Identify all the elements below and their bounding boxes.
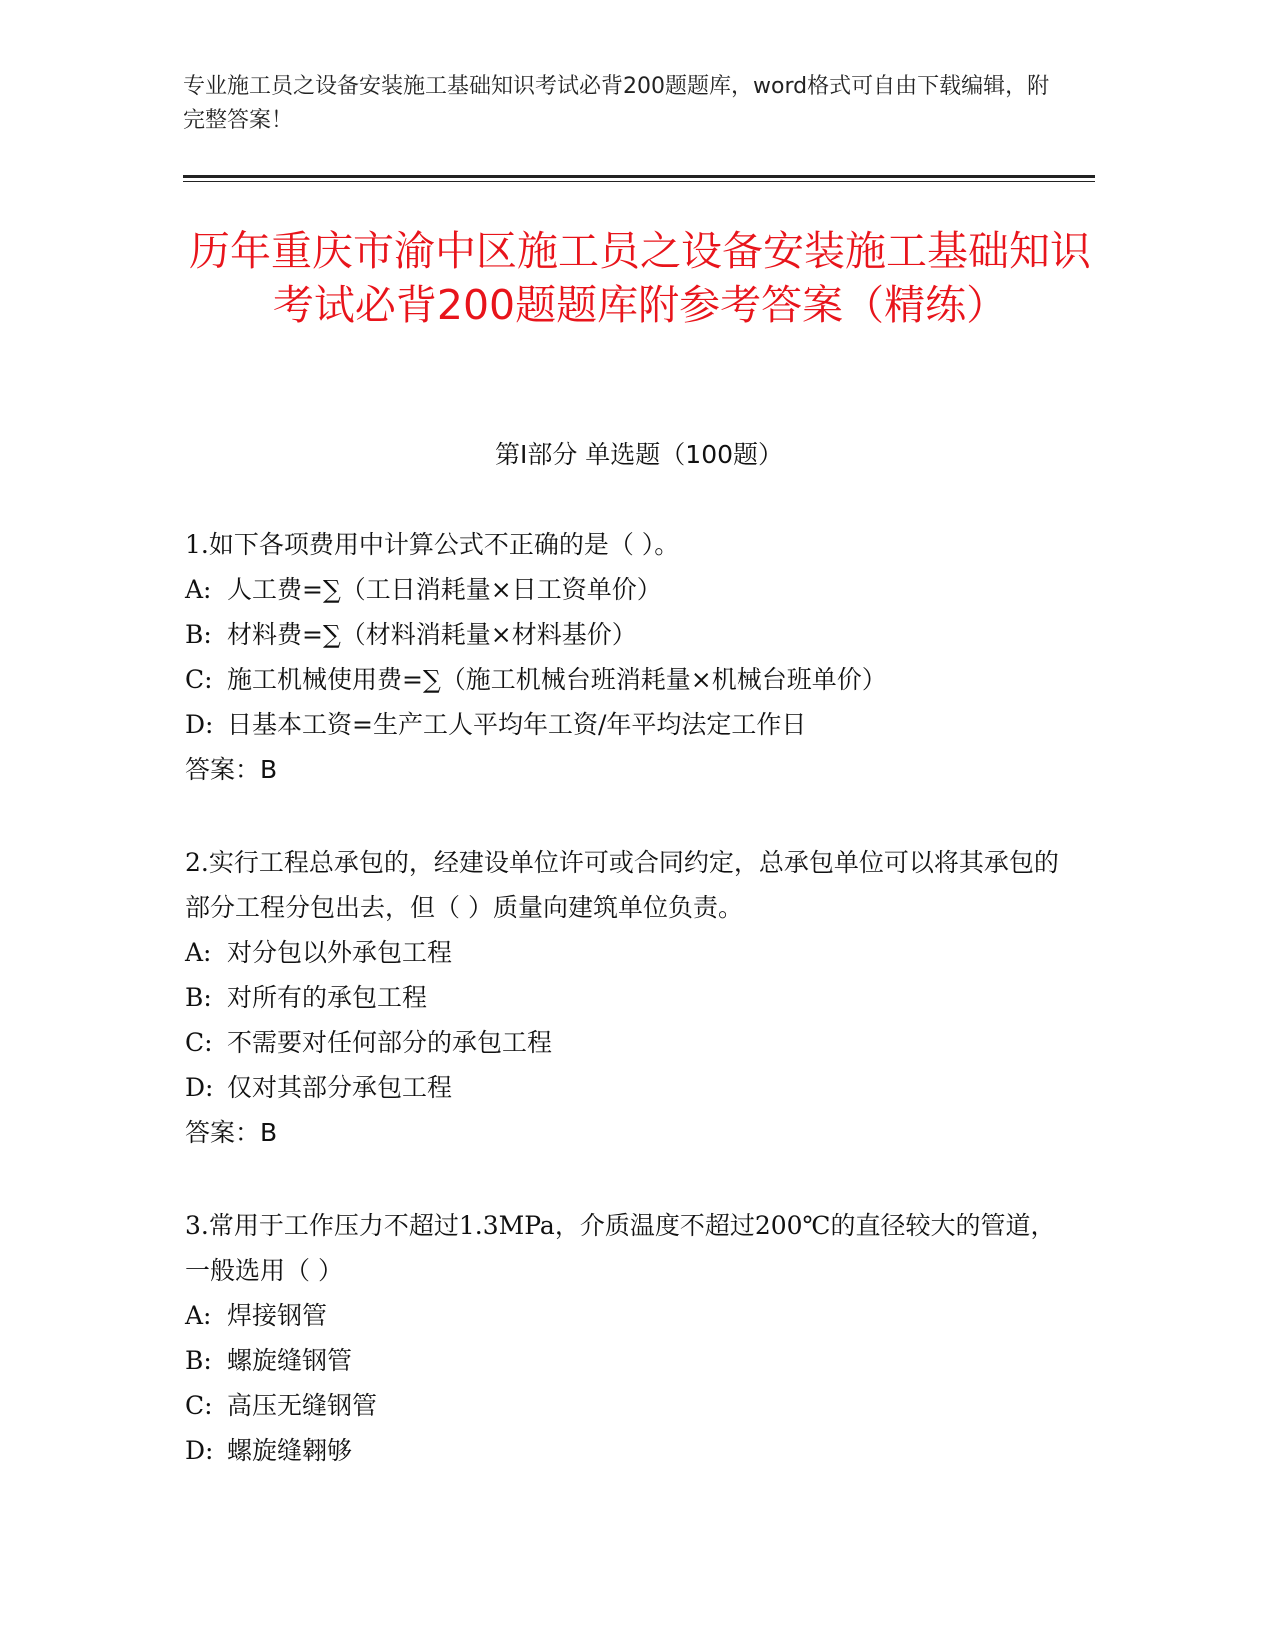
option-letter: B:: [185, 1346, 212, 1375]
option-letter: D:: [185, 1436, 214, 1465]
option-letter: B:: [185, 983, 212, 1012]
answer-value: B: [260, 1118, 278, 1147]
option-text: 螺旋缝翱够: [227, 1436, 353, 1465]
question-block: [185, 522, 1065, 792]
option-text: 人工费=∑（工日消耗量×日工资单价）: [227, 575, 662, 604]
answer-line: [185, 747, 1065, 792]
option-letter: B:: [185, 620, 212, 649]
answer-option: [185, 1020, 1065, 1065]
section-title: 第Ⅰ部分 单选题（100题）: [494, 440, 784, 469]
option-text: 仅对其部分承包工程: [227, 1073, 453, 1102]
answer-option: [185, 567, 1065, 612]
option-text: 焊接钢管: [227, 1301, 328, 1330]
option-letter: A:: [185, 938, 212, 967]
option-letter: D:: [185, 1073, 214, 1102]
option-letter: C:: [185, 1391, 213, 1420]
option-text: 材料费=∑（材料消耗量×材料基价）: [227, 620, 637, 649]
answer-prefix: 答案：: [185, 755, 261, 784]
question-block: [185, 1203, 1065, 1473]
document-title: 历年重庆市渝中区施工员之设备安装施工基础知识考试必背200题题库附参考答案（精练）: [189, 227, 1091, 329]
answer-prefix: 答案：: [185, 1118, 261, 1147]
option-text: 对所有的承包工程: [227, 983, 428, 1012]
question-block: [185, 840, 1065, 1155]
answer-option: [185, 1338, 1065, 1383]
option-text: 螺旋缝钢管: [227, 1346, 353, 1375]
header-note: 专业施工员之设备安装施工基础知识考试必背200题题库，word格式可自由下载编辑，附完整答案！: [183, 74, 1050, 133]
question-stem: 2.实行工程总承包的，经建设单位许可或合同约定，总承包单位可以将其承包的部分工程分包出去，但（ ）质量向建筑单位负责。: [185, 848, 1059, 922]
option-letter: C:: [185, 665, 213, 694]
question-list: [185, 522, 1065, 1521]
option-letter: A:: [185, 575, 212, 604]
answer-value: B: [260, 755, 278, 784]
option-text: 日基本工资=生产工人平均年工资/年平均法定工作日: [227, 710, 807, 739]
option-text: 高压无缝钢管: [227, 1391, 378, 1420]
answer-line: [185, 1110, 1065, 1155]
answer-option: [185, 1293, 1065, 1338]
answer-option: [185, 1428, 1065, 1473]
option-text: 施工机械使用费=∑（施工机械台班消耗量×机械台班单价）: [227, 665, 887, 694]
answer-option: [185, 1383, 1065, 1428]
answer-option: [185, 1065, 1065, 1110]
answer-option: [185, 657, 1065, 702]
option-letter: D:: [185, 710, 214, 739]
option-letter: C:: [185, 1028, 213, 1057]
question-stem: 3.常用于工作压力不超过1.3MPa，介质温度不超过200℃的直径较大的管道，一般选用（ ）: [185, 1211, 1056, 1285]
option-text: 对分包以外承包工程: [227, 938, 453, 967]
option-text: 不需要对任何部分的承包工程: [227, 1028, 553, 1057]
option-letter: A:: [185, 1301, 212, 1330]
answer-option: [185, 975, 1065, 1020]
header-rule-thin: [183, 181, 1095, 182]
answer-option: [185, 702, 1065, 747]
question-stem: 1.如下各项费用中计算公式不正确的是（ ）。: [185, 530, 680, 559]
header-rule-thick: [183, 175, 1095, 178]
answer-option: [185, 612, 1065, 657]
answer-option: [185, 930, 1065, 975]
